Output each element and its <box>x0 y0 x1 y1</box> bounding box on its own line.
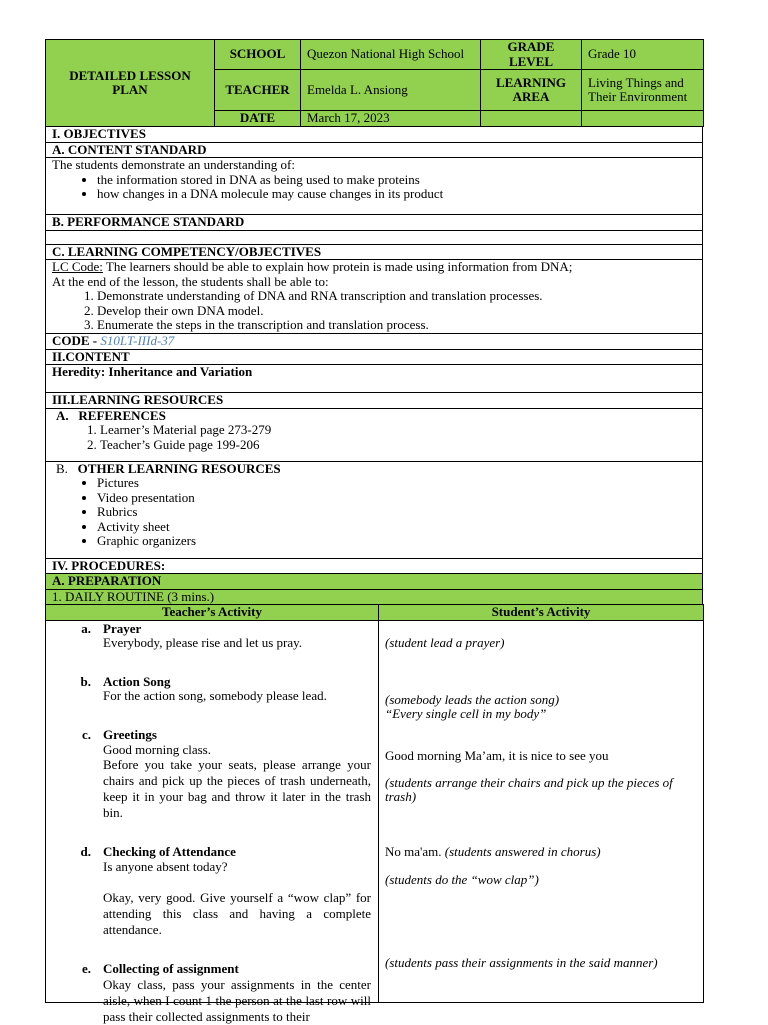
other-resources-label: B. <box>56 460 68 476</box>
teacher-label: TEACHER <box>215 70 301 111</box>
lc-code-text: The learners should be able to explain how protein is made using information from DNA; <box>102 259 573 275</box>
greetings-title: Greetings <box>103 727 157 743</box>
lesson-plan-title: DETAILED LESSON PLAN <box>46 40 215 127</box>
greetings-text: Good morning class. <box>103 741 211 757</box>
song-title: Action Song <box>103 673 171 689</box>
lc-code-line <box>52 260 696 275</box>
daily-routine-heading: 1. DAILY ROUTINE (3 mins.) <box>46 589 703 605</box>
student-prayer: (student lead a prayer) <box>385 634 505 650</box>
grade-value: Grade 10 <box>582 40 704 70</box>
resources-heading: III.LEARNING RESOURCES <box>46 393 703 409</box>
references-list <box>52 423 696 452</box>
list-item: • the information stored in DNA as being used to make proteins <box>97 173 696 188</box>
attendance-activity: d. Checking of Attendance Is anyone absent today? Okay, very good. Give yourself a “wow clap” for attending this class and having a complete attendance. <box>80 844 371 938</box>
assignment-text: Okay class, pass your assignments in the center aisle, when I count 1 the person at the last row will pass their collected assignments to their <box>103 976 371 1024</box>
area-value: Living Things and Their Environment <box>582 70 704 111</box>
procedures-heading: IV. PROCEDURES: <box>46 558 703 574</box>
prayer-activity: a. Prayer Everybody, please rise and let us pray. <box>52 622 371 651</box>
content-topic: Heredity: Inheritance and Variation <box>46 365 703 393</box>
assignment-activity: e. Collecting of assignment Okay class, pass your assignments in the center aisle, when I count 1 the person at the last row will pass their collected assignments to their <box>81 961 371 1024</box>
teacher-activity-column <box>46 620 379 1024</box>
date-value: March 17, 2023 <box>301 111 481 127</box>
lc-code-label: LC Code: <box>52 259 103 275</box>
competency-body <box>46 260 703 334</box>
content-heading: II.CONTENT <box>46 349 703 365</box>
student-pass: (students pass their assignments in the said manner) <box>385 954 658 970</box>
student-activity-header: Student’s Activity <box>379 605 704 621</box>
school-label: SCHOOL <box>215 40 301 70</box>
content-standard-intro: The students demonstrate an understanding of: <box>52 157 295 173</box>
content-standard-list <box>52 173 696 202</box>
content-standard-heading: A. CONTENT STANDARD <box>46 142 703 158</box>
references-label: A. <box>56 407 69 423</box>
prayer-title: Prayer <box>103 620 142 636</box>
attendance-praise: Okay, very good. Give yourself a “wow clap” for attending this class and having a complete attendance. <box>103 890 371 938</box>
song-text: For the action song, somebody please lead. <box>103 688 327 704</box>
list-item: 2. Teacher’s Guide page 199-206 <box>100 438 696 453</box>
prayer-text: Everybody, please rise and let us pray. <box>103 635 303 651</box>
empty-row <box>46 230 703 244</box>
code-row <box>46 334 703 350</box>
competency-list <box>52 289 696 333</box>
grade-label: GRADE LEVEL <box>481 40 582 70</box>
objectives-table <box>45 126 703 605</box>
list-item: • Graphic organizers <box>97 534 696 549</box>
activities-table <box>45 604 704 1024</box>
performance-standard-heading: B. PERFORMANCE STANDARD <box>46 215 703 231</box>
content-standard-body <box>46 158 703 215</box>
student-activity-column <box>379 620 704 1002</box>
end-of-lesson-text: At the end of the lesson, the students shall be able to: <box>52 273 329 289</box>
objectives-heading: I. OBJECTIVES <box>46 127 703 143</box>
empty-cell <box>481 111 582 127</box>
school-value: Quezon National High School <box>301 40 481 70</box>
list-item: • Activity sheet <box>97 520 696 535</box>
lesson-plan-document <box>45 39 703 1024</box>
references-heading: REFERENCES <box>78 407 166 423</box>
references-heading-line <box>52 409 696 424</box>
other-resources-body <box>46 461 703 558</box>
code-label: CODE - <box>52 333 101 349</box>
empty-cell <box>582 111 704 127</box>
other-resources-list <box>52 476 696 549</box>
teacher-value: Emelda L. Ansiong <box>301 70 481 111</box>
references-body <box>46 408 703 461</box>
list-item: 3. Enumerate the steps in the transcription and translation process. <box>97 318 696 333</box>
other-resources-heading-line <box>52 462 696 477</box>
list-item: • Rubrics <box>97 505 696 520</box>
greetings-instructions: Before you take your seats, please arrange your chairs and pick up the pieces of trash underneath, keep it in your bag and throw it later in the trash bin. <box>103 757 371 821</box>
student-song: (somebody leads the action song) <box>385 691 560 707</box>
student-clap: (students do the “wow clap”) <box>385 871 539 887</box>
other-resources-heading: OTHER LEARNING RESOURCES <box>77 460 281 476</box>
list-item: • Pictures <box>97 476 696 491</box>
assignment-title: Collecting of assignment <box>103 961 239 977</box>
list-item: 2. Develop their own DNA model. <box>97 304 696 319</box>
teacher-activity-header: Teacher’s Activity <box>46 605 379 621</box>
student-song-title: “Every single cell in my body” <box>385 705 547 721</box>
attendance-title: Checking of Attendance <box>103 844 236 860</box>
competency-heading: C. LEARNING COMPETENCY/OBJECTIVES <box>46 244 703 260</box>
student-arrange: (students arrange their chairs and pick up the pieces of trash) <box>385 774 673 805</box>
list-item: 1. Demonstrate understanding of DNA and RNA transcription and translation processes. <box>97 289 696 304</box>
header-table <box>45 39 704 127</box>
student-absent: No ma'am. (students answered in chorus) <box>385 843 601 859</box>
preparation-heading: A. PREPARATION <box>46 574 703 590</box>
song-activity: b. Action Song For the action song, somebody please lead. <box>52 675 371 704</box>
date-label: DATE <box>215 111 301 127</box>
greetings-activity: c. Greetings Good morning class. Before you take your seats, please arrange your chairs and pick up the pieces of trash underneath, keep it in your bag and throw it later in the trash bin. <box>81 727 371 821</box>
list-item: 1. Learner’s Material page 273-279 <box>100 423 696 438</box>
attendance-question: Is anyone absent today? <box>103 858 228 874</box>
code-value: S10LT-IIId-37 <box>100 333 175 349</box>
student-greeting: Good morning Ma’am, it is nice to see you <box>385 747 609 763</box>
area-label: LEARNING AREA <box>481 70 582 111</box>
list-item: • how changes in a DNA molecule may cause changes in its product <box>97 187 696 202</box>
list-item: • Video presentation <box>97 491 696 506</box>
